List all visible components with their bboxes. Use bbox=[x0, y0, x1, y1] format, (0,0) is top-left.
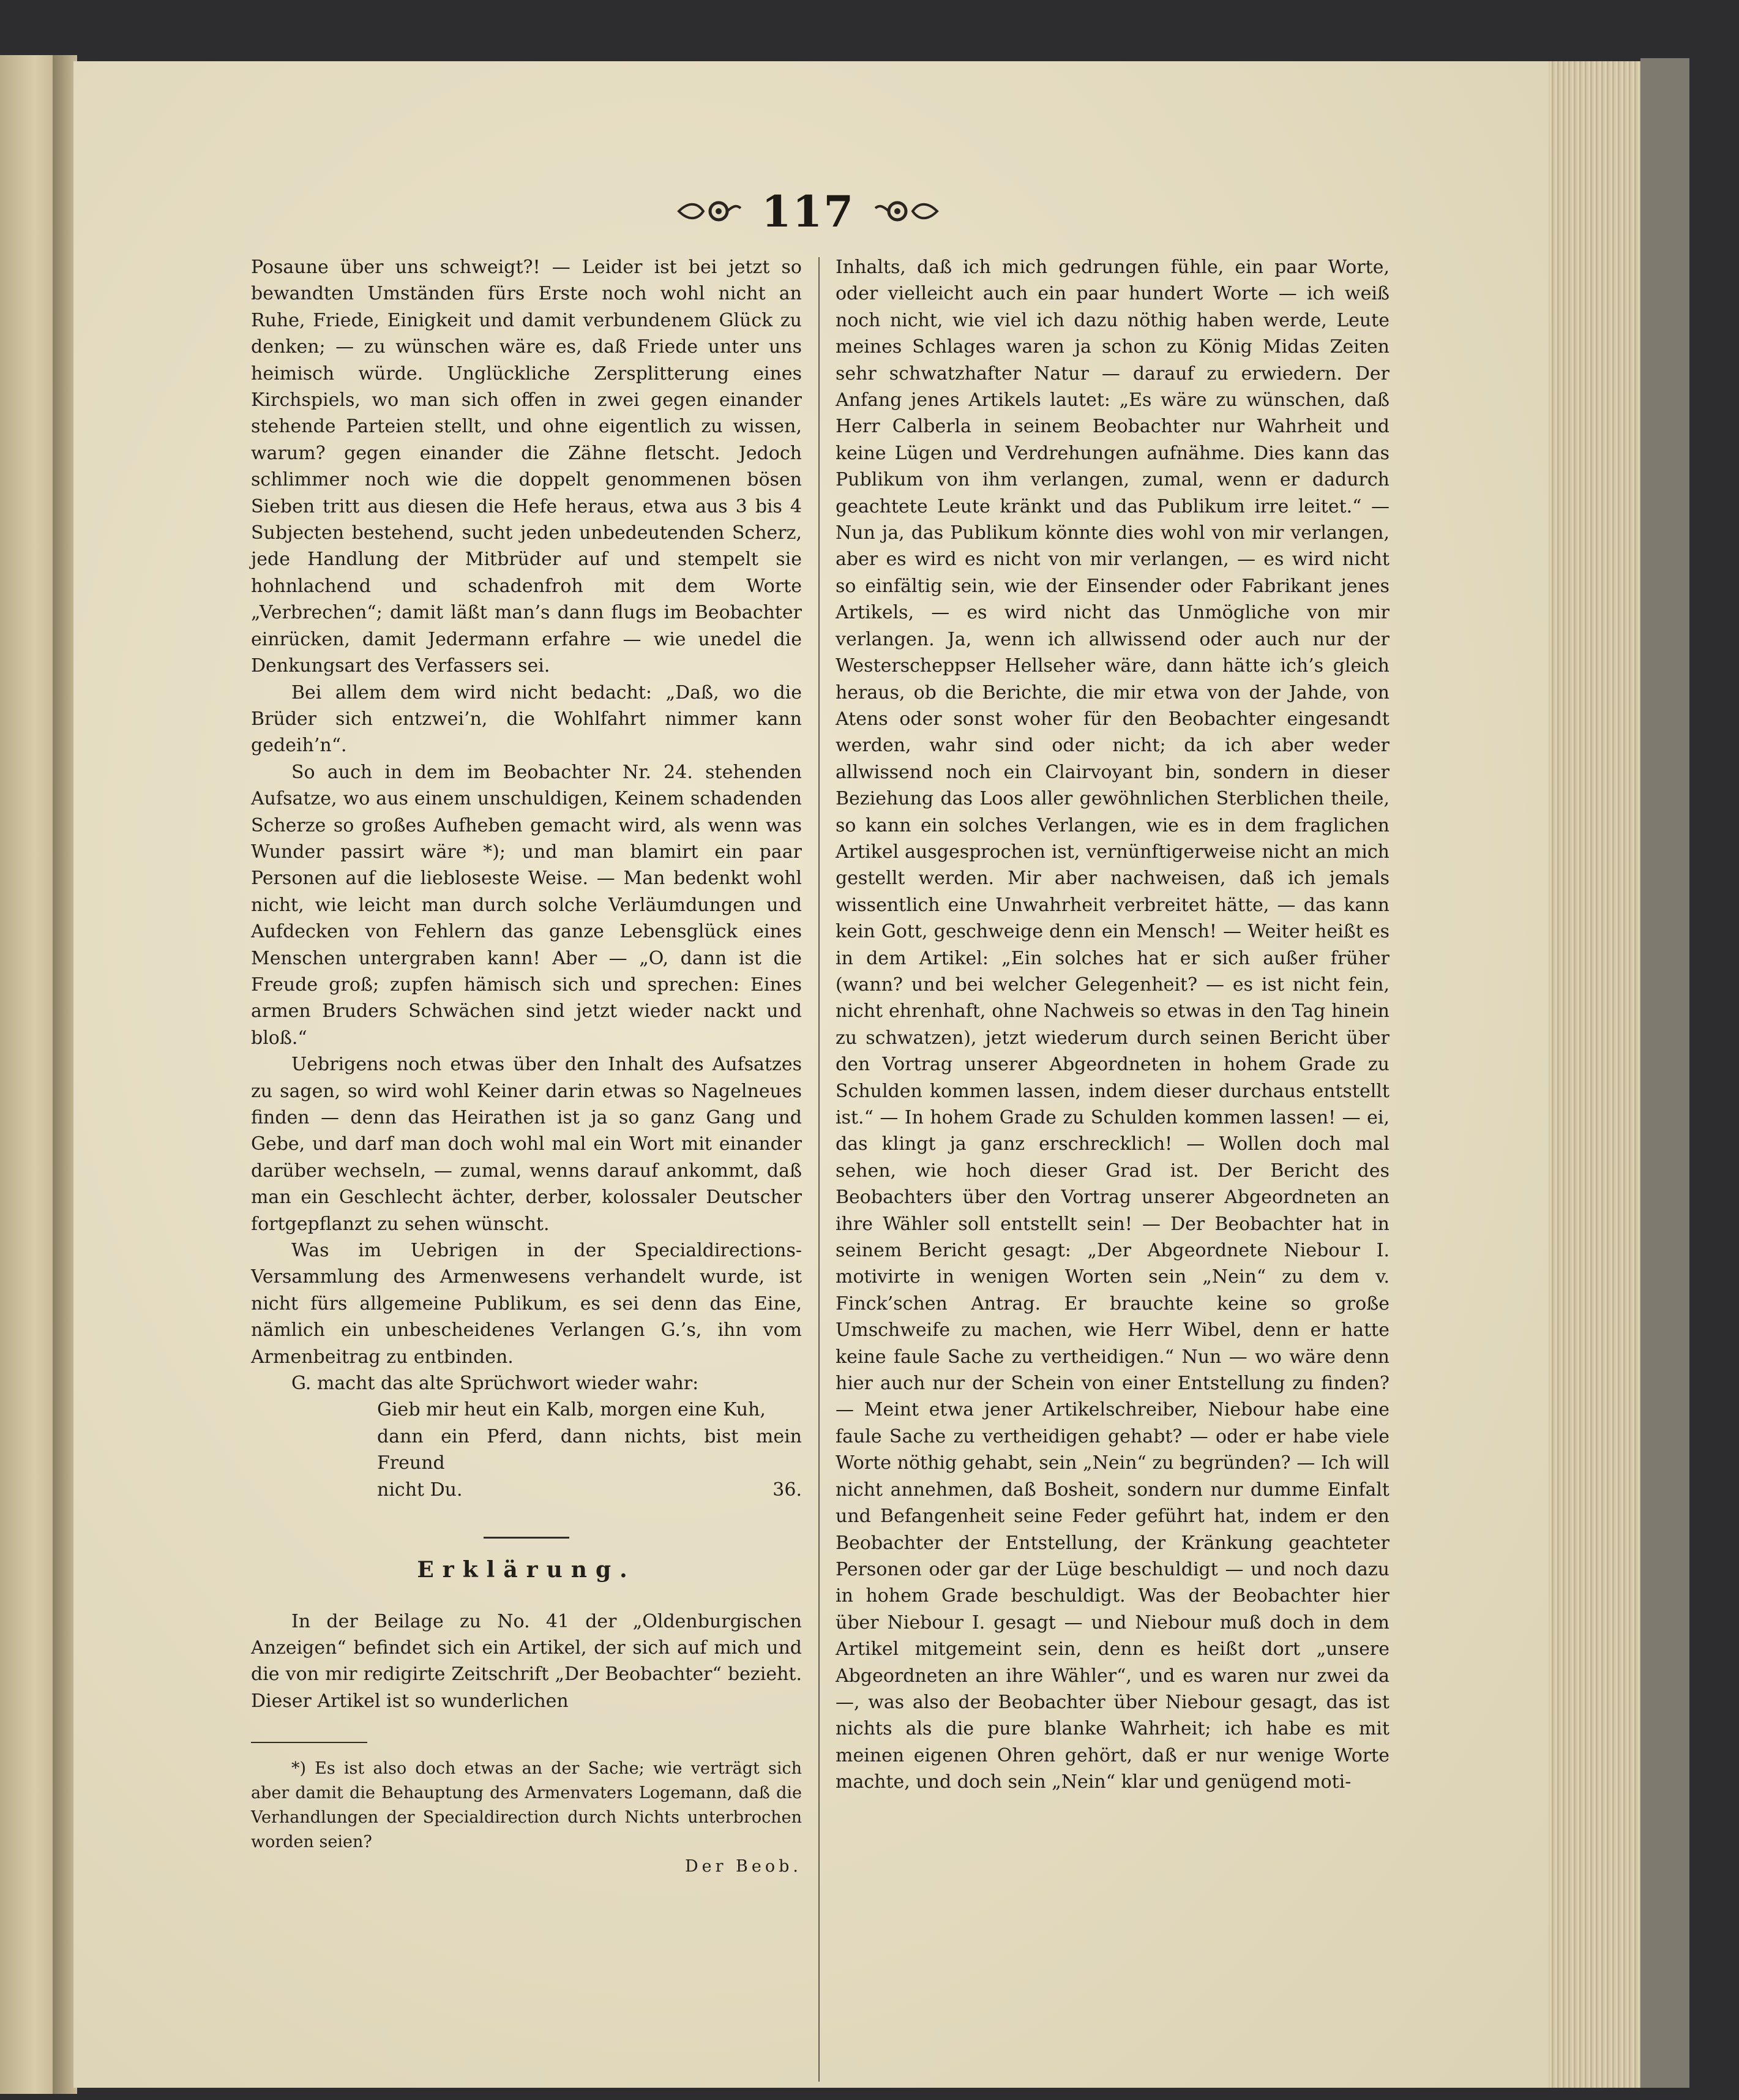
section-title: Erklärung. bbox=[417, 1557, 636, 1583]
footnote-signature: Der Beob. bbox=[684, 1857, 802, 1877]
footnote bbox=[251, 1757, 802, 1879]
page-header bbox=[667, 184, 949, 239]
proverb-line: dann ein Pferd, dann nichts, bist mein Freund bbox=[377, 1425, 802, 1474]
right-paragraph: Inhalts, daß ich mich gedrungen fühle, ein paar Worte, oder vielleicht auch ein paar hundert Worte — ich weiß noch nicht, wie viel ich dazu nöthig haben werde, Leute meines Schlages waren ja schon zu König Midas Zeiten sehr schwatzhafter Natur — darauf zu erwiedern. Der Anfang jenes Artikels lautet: „Es wäre zu wünschen, daß Herr Calberla in seinem Beobachter nur Wahrheit und keine Lügen und Verdrehungen aufnähme. Dies kann das Publikum von ihm verlangen, zumal, wenn er dadurch geachtete Leute kränkt und das Publikum irre leitet.“ — Nun ja, das Publikum könnte dies wohl von mir verlangen, aber es wird es nicht von mir verlangen, — es wird nicht so einfältig sein, wie der Einsender oder Fabrikant jenes Artikels, — es wird nicht das Unmögliche von mir verlangen. Ja, wenn ich allwissend oder auch nur der Westerscheppser Hellseher wäre, dann hätte ich’s gleich heraus, ob die Berichte, die mir etwa von der Jahde, von Atens oder sonst woher für den Beobachter eingesandt werden, wahr sind oder nicht; da ich aber weder allwissend noch ein Clairvoyant bin, sondern in dieser Beziehung das Loos aller gewöhnlichen Sterblichen theile, so kann ein solches Verlangen, wie es in dem fraglichen Artikel ausgesprochen ist, vernünftigerweise nicht an mich gestellt werden. Mir aber nachweisen, daß ich jemals wissentlich eine Unwahrheit verbreitet hätte, — das kann kein Gott, geschweige denn ein Mensch! — Weiter heißt es in dem Artikel: „Ein solches hat er sich außer früher (wann? und bei welcher Gelegenheit? — es ist nicht fein, nicht ehrenhaft, ohne Nachweis so etwas in den Tag hinein zu schwatzen), jetzt wiederum durch seinen Bericht über den Vortrag unserer Abgeordneten in hohem Grade zu Schulden kommen lassen, indem dieser durchaus entstellt ist.“ — In hohem Grade zu Schulden kommen lassen! — ei, das klingt ja ganz erschrecklich! — Wollen doch mal sehen, wie hoch dieser Grad ist. Der Bericht des Beobachters über den Vortrag unserer Abgeordneten an ihre Wähler soll entstellt sein! — Der Beobachter hat in seinem Bericht gesagt: „Der Abgeordnete Niebour I. motivirte in wenigen Worten sein „Nein“ zu dem v. Finck’schen Antrag. Er brauchte keine so große Umschweife zu machen, wie Herr Wibel, denn er hatte keine faule Sache zu vertheidigen.“ Nun — wo wäre denn hier auch nur der Schein von einer Entstellung zu finden? — Meint etwa jener Artikelschreiber, Niebour habe eine faule Sache zu vertheidigen gehabt? — oder er habe viele Worte nöthig gehabt, sein „Nein“ zu begründen? — Ich will nicht annehmen, daß Bosheit, sondern nur dumme Einfalt und Befangenheit seine Feder geführt hat, indem er den Beobachter der Entstellung, der Kränkung geachteter Personen oder gar der Lüge beschuldigt — und noch dazu in hohem Grade beschuldigt. Was der Beobachter hier über Niebour I. gesagt — und Niebour muß doch in dem Artikel mitgemeint sein, denn es heißt dort „unsere Abgeordneten an ihre Wähler“, und es waren nur zwei da —, was also der Beobachter über Niebour gesagt, das ist nichts als die pure blanke Wahrheit; ich habe es mit meinen eigenen Ohren gehört, daß er nur wenige Worte machte, und doch sein „Nein“ klar und genügend moti- bbox=[836, 257, 1389, 1793]
proverb-intro: G. macht das alte Sprüchwort wieder wahr: bbox=[291, 1373, 699, 1395]
left-column bbox=[251, 254, 802, 1879]
book-cover-edge bbox=[1640, 58, 1689, 2088]
left-paragraph: So auch in dem im Beobachter Nr. 24. stehenden Aufsatze, wo aus einem unschuldigen, Keinem schadenden Scherze so großes Aufheben gemacht wird, als wenn was Wunder passirt wäre *); und man blamirt ein paar Personen auf die liebloseste Weise. — Man bedenkt wohl nicht, wie leicht man durch solche Verläumdungen und Aufdecken von Fehlern das ganze Lebensglück eines Menschen untergraben kann! Aber — „O, dann ist die Freude groß; zupfen hämisch sich und sprechen: Eines armen Bruders Schwächen sind jetzt wieder nackt und bloß.“ bbox=[251, 761, 802, 1049]
left-ornament-icon bbox=[676, 196, 743, 227]
right-column bbox=[836, 254, 1389, 1796]
left-paragraph: Uebrigens noch etwas über den Inhalt des Aufsatzes zu sagen, so wird wohl Keiner darin etwas so Nagelneues finden — denn das Heirathen ist ja so ganz Gang und Gebe, und darf man doch wohl mal ein Wort mit einander darüber wechseln, — zumal, wenns darauf ankommt, daß man ein Geschlecht ächter, derber, kolossaler Deutscher fortgepflanzt zu sehen wünscht. bbox=[251, 1054, 802, 1235]
section-divider bbox=[484, 1537, 569, 1539]
proverb-last-line bbox=[377, 1477, 802, 1503]
page-number: 117 bbox=[761, 186, 855, 237]
page-stack-edges bbox=[1549, 61, 1647, 2088]
column-divider bbox=[818, 257, 820, 2082]
proverb-line: Gieb mir heut ein Kalb, morgen eine Kuh, bbox=[377, 1399, 766, 1421]
author-signature: 36. bbox=[772, 1479, 802, 1501]
footnote-rule bbox=[251, 1742, 367, 1743]
proverb-line: nicht Du. bbox=[377, 1479, 463, 1501]
left-paragraph: Was im Uebrigen in der Specialdirections-Versammlung des Armenwesens verhandelt wurde, ist nicht fürs allgemeine Publikum, es sei denn das Eine, nämlich ein unbescheidenes Verlangen G.’s, ihn vom Armenbeitrag zu entbinden. bbox=[251, 1240, 802, 1368]
proverb-block bbox=[291, 1370, 802, 1503]
right-ornament-icon bbox=[873, 196, 940, 227]
previous-page-edge bbox=[0, 55, 58, 2094]
left-paragraph: Bei allem dem wird nicht bedacht: „Daß, wo die Brüder sich entzwei’n, die Wohlfahrt nimmer kann gedeih’n“. bbox=[251, 681, 802, 757]
left-paragraph: Posaune über uns schweigt?! — Leider ist bei jetzt so bewandten Umständen fürs Erste noch wohl nicht an Ruhe, Friede, Einigkeit und damit verbundenem Glück zu denken; — zu wünschen wäre es, daß Friede unter uns heimisch würde. Unglückliche Zersplitterung eines Kirchspiels, wo man sich offen in zwei gegen einander stehende Parteien stellt, und ohne eigentlich zu wissen, warum? gegen einander die Zähne fletscht. Jedoch schlimmer noch wie die doppelt genommenen bösen Sieben tritt aus diesen die Hefe heraus, etwa aus 3 bis 4 Subjecten bestehend, sucht jeden unbedeutenden Scherz, jede Handlung der Mitbrüder auf und stempelt sie hohnlachend und schadenfroh mit dem Worte „Verbrechen“; damit läßt man’s dann flugs im Beobachter einrücken, damit Jedermann erfahre — wie unedel die Denkungsart des Verfassers sei. bbox=[251, 257, 802, 677]
left-paragraph: In der Beilage zu No. 41 der „Oldenburgischen Anzeigen“ befindet sich ein Artikel, der sich auf mich und die von mir redigirte Zeitschrift „Der Beobachter“ bezieht. Dieser Artikel ist so wunderlichen bbox=[251, 1610, 802, 1712]
footnote-text: *) Es ist also doch etwas an der Sache; wie verträgt sich aber damit die Behauptung des Armenvaters Logemann, daß die Verhandlungen der Specialdirection durch Nichts unterbrochen worden seien? bbox=[251, 1759, 802, 1852]
